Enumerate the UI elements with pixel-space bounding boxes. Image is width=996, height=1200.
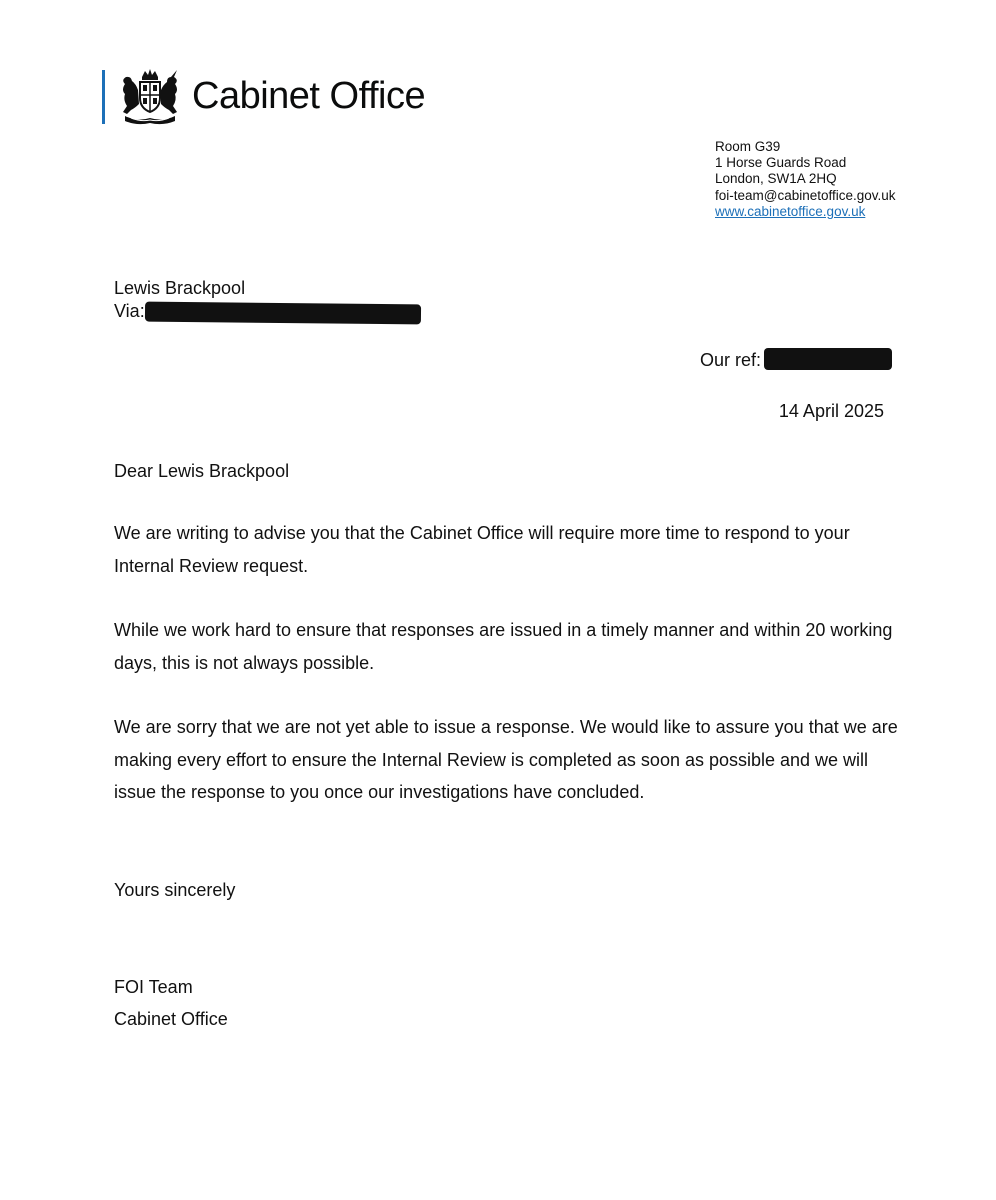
recipient-name: Lewis Brackpool	[114, 278, 246, 298]
royal-coat-of-arms-icon	[117, 68, 183, 126]
paragraph-1: We are writing to advise you that the Cabinet Office will require more time to respond to your Internal Review request.	[114, 523, 850, 576]
address-email: foi-team@cabinetoffice.gov.uk	[715, 187, 896, 203]
address-city-postcode: London, SW1A 2HQ	[715, 171, 837, 187]
signature-org: Cabinet Office	[114, 1009, 228, 1029]
closing: Yours sincerely	[114, 880, 236, 900]
sender-address-block	[715, 139, 896, 220]
redacted-reference	[764, 348, 892, 370]
address-room: Room G39	[715, 139, 781, 154]
signature-team: FOI Team	[114, 977, 193, 997]
salutation: Dear Lewis Brackpool	[114, 461, 290, 481]
reference-line	[700, 350, 892, 372]
paragraph-2: While we work hard to ensure that responses are issued in a timely manner and within 20 working days, this is not always possible.	[114, 620, 893, 673]
redacted-email	[145, 302, 421, 325]
header-accent-bar	[102, 70, 105, 124]
reference-label: Our ref:	[699, 350, 761, 370]
organisation-name: Cabinet Office	[192, 75, 426, 117]
recipient-block	[114, 277, 421, 323]
letter-date: 14 April 2025	[778, 401, 884, 421]
via-label: Via:	[114, 301, 145, 321]
paragraph-3: We are sorry that we are not yet able to issue a response. We would like to assure you that we are making every effort to ensure the Internal Review is completed as soon as possible and we will issue the response to you once our investigations have concluded.	[114, 717, 898, 802]
recipient-via-line	[114, 300, 421, 323]
website-link[interactable]: www.cabinetoffice.gov.uk	[715, 203, 866, 219]
address-street: 1 Horse Guards Road	[715, 155, 847, 171]
